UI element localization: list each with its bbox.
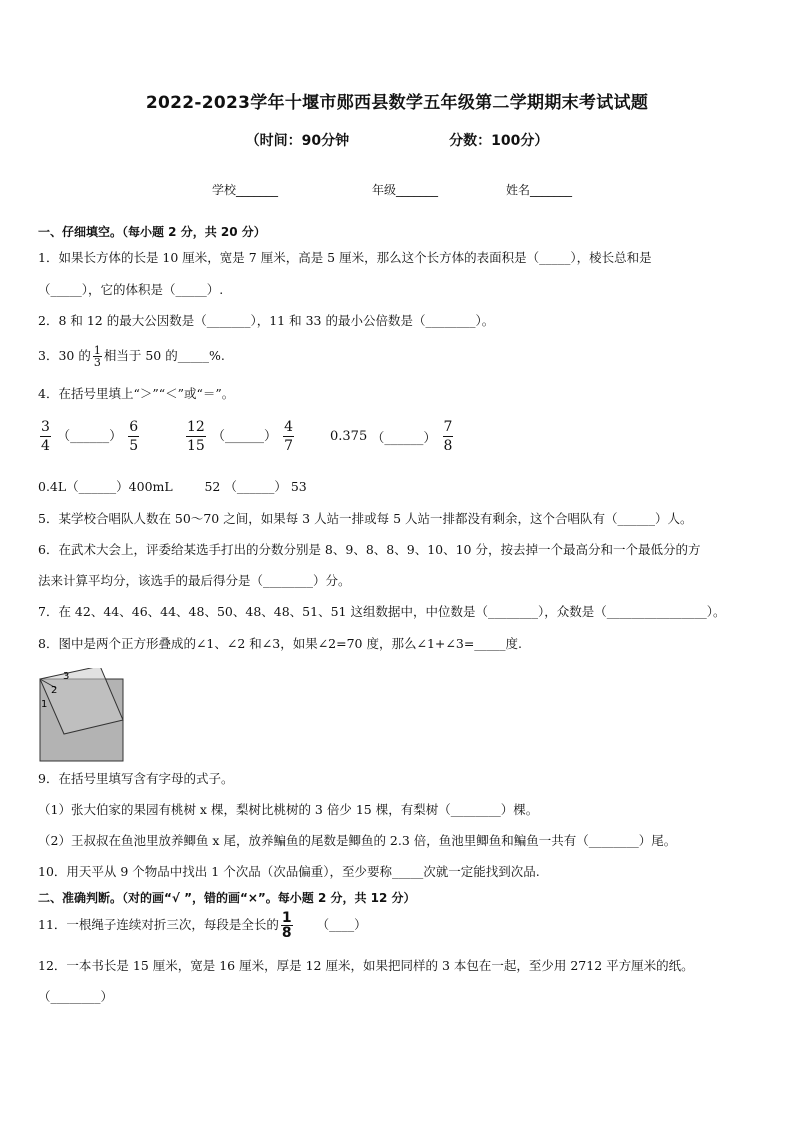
q11 bbox=[38, 908, 367, 942]
exam-subtitle bbox=[0, 130, 794, 150]
angle-label-3: 3 bbox=[63, 671, 70, 682]
name-field[interactable]: 姓名_______ bbox=[506, 183, 573, 197]
overlapping-squares-figure bbox=[38, 668, 128, 768]
q8: 8．图中是两个正方形叠成的∠1、∠2 和∠3，如果∠2=70 度，那么∠1+∠3=_____度. bbox=[38, 636, 523, 651]
q11-blank[interactable]: （____） bbox=[316, 917, 367, 932]
q1-line1: 1．如果长方体的长是 10 厘米，宽是 7 厘米，高是 5 厘米，那么这个长方体的表面积是（_____），棱长总和是 bbox=[38, 250, 652, 265]
q3-pre: 3．30 的 bbox=[38, 348, 91, 363]
q4-item-1: $\frac{3}{4}$ （______） $\frac{6}{5}$ bbox=[41, 419, 139, 454]
q9-sub2: （2）王叔叔在鱼池里放养鲫鱼 x 尾，放养鳊鱼的尾数是鲫鱼的 2.3 倍，鱼池里鲫鱼和鳊鱼一共有（________）尾。 bbox=[38, 833, 677, 848]
angle-label-2: 2 bbox=[51, 685, 58, 696]
grade-field[interactable]: 年级_______ bbox=[372, 183, 439, 197]
q6-line2: 法来计算平均分，该选手的最后得分是（________）分。 bbox=[38, 573, 351, 588]
score-label: 分数：100分） bbox=[449, 133, 549, 149]
q11-pre: 11．一根绳子连续对折三次，每段是全长的 bbox=[38, 917, 279, 932]
q12-line2[interactable]: （________） bbox=[38, 989, 114, 1004]
q7: 7．在 42、44、46、44、48、50、48、48、51、51 这组数据中，中位数是（________），众数是（________________）。 bbox=[38, 604, 726, 619]
q4-blank-1[interactable]: （______） bbox=[57, 429, 123, 444]
q4-item-3: 0.375 （______） $\frac{7}{8}$ bbox=[330, 419, 453, 454]
q12-line1: 12．一本书长是 15 厘米，宽是 16 厘米，厚是 12 厘米，如果把同样的 3 本包在一起，至少用 2712 平方厘米的纸。 bbox=[38, 958, 694, 973]
section2-heading: 二、准确判断。（对的画“√ ”，错的画“×”。每小题 2 分，共 12 分） bbox=[38, 891, 416, 905]
q3-post: 相当于 50 的_____%. bbox=[103, 348, 225, 363]
section1-heading: 一、仔细填空。（每小题 2 分，共 20 分） bbox=[38, 225, 266, 239]
angle-label-1: 1 bbox=[41, 699, 48, 710]
q4-blank-2[interactable]: （______） bbox=[211, 429, 277, 444]
exam-title: 2022-2023学年十堰市郧西县数学五年级第二学期期末考试试题 bbox=[145, 93, 649, 113]
time-label: （时间：90分钟 bbox=[245, 133, 350, 149]
q4: 4．在括号里填上“＞”“＜”或“＝”。 bbox=[38, 386, 235, 401]
q3 bbox=[38, 342, 225, 370]
q6-line1: 6．在武术大会上，评委给某选手打出的分数分别是 8、9、8、8、9、10、10 分，按去掉一个最高分和一个最低分的方 bbox=[38, 542, 701, 557]
q5: 5．某学校合唱队人数在 50～70 之间，如果每 3 人站一排或每 5 人站一排都没有剩余，这个合唱队有（______）人。 bbox=[38, 511, 693, 526]
q4-row2: 0.4L（______）400mL 52 （______） 53 bbox=[38, 479, 307, 494]
q10: 10．用天平从 9 个物品中找出 1 个次品（次品偏重），至少要称_____次就一定能找到次品. bbox=[38, 864, 540, 879]
q1-line2: （_____），它的体积是（_____）. bbox=[38, 282, 224, 297]
q9: 9．在括号里填写含有字母的式子。 bbox=[38, 771, 234, 786]
q11-fraction: $\frac{1}{8}$ bbox=[281, 910, 292, 941]
school-field[interactable]: 学校_______ bbox=[212, 183, 279, 197]
q4-item-2: $\frac{12}{15}$ （______） $\frac{4}{7}$ bbox=[187, 419, 294, 454]
q4-blank-3[interactable]: （______） bbox=[371, 431, 437, 446]
q3-fraction: $\frac{1}{3}$ bbox=[93, 344, 101, 369]
q9-sub1: （1）张大伯家的果园有桃树 x 棵，梨树比桃树的 3 倍少 15 棵，有梨树（________）棵。 bbox=[38, 802, 539, 817]
q2: 2．8 和 12 的最大公因数是（_______），11 和 33 的最小公倍数是（________）。 bbox=[38, 313, 495, 328]
